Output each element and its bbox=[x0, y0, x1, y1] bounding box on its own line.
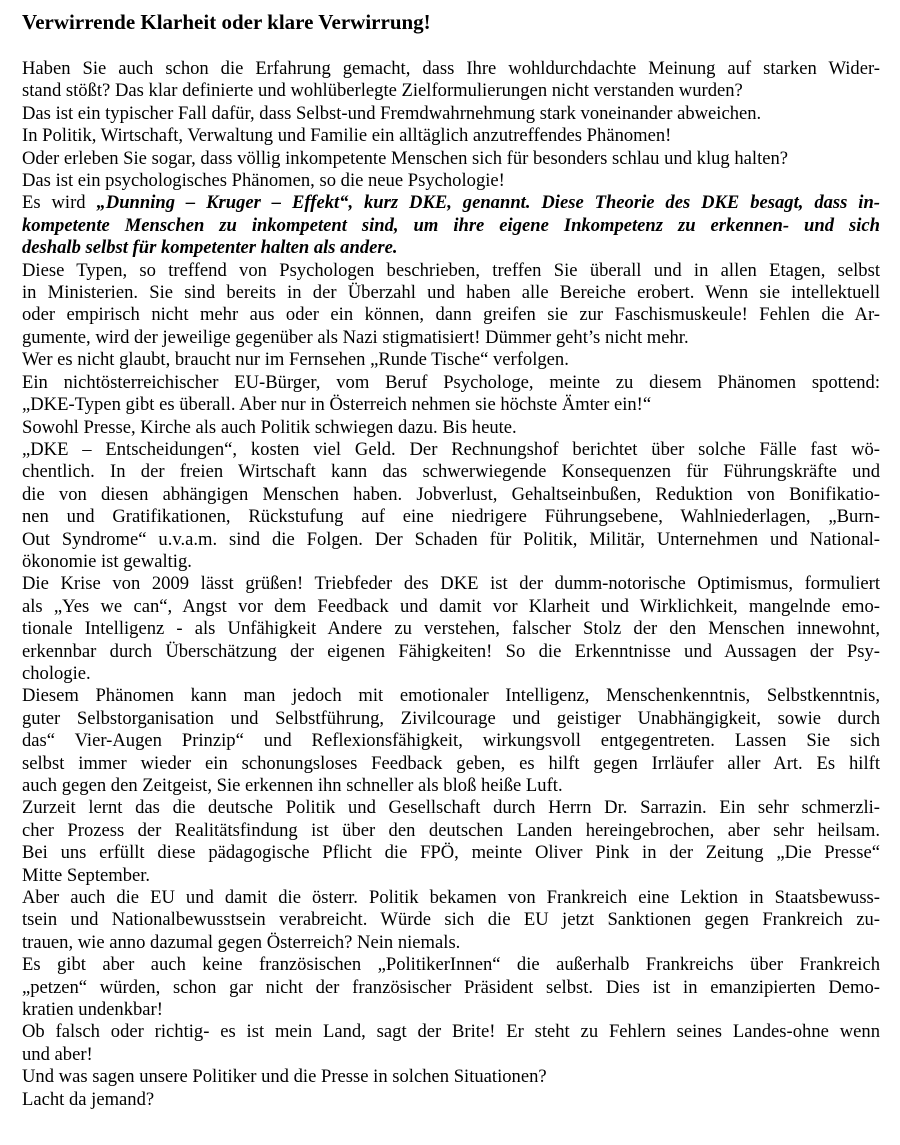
text-line bbox=[22, 484, 880, 506]
text-line bbox=[22, 417, 880, 439]
text-line-content: Die Krise von 2009 lässt grüßen! Triebfeder des DKE ist der dumm-notorische Optimismus, formuliert bbox=[22, 573, 880, 595]
text-line bbox=[22, 977, 880, 999]
text-line-content: Mitte September. bbox=[22, 864, 151, 886]
text-line bbox=[22, 663, 880, 685]
text-line bbox=[22, 573, 880, 595]
text-line-content: Haben Sie auch schon die Erfahrung gemacht, dass Ihre wohldurchdachte Meinung auf starken Wider- bbox=[22, 58, 880, 79]
text-line bbox=[22, 237, 880, 259]
text-line-content: „DKE – Entscheidungen“, kosten viel Geld. Der Rechnungshof berichtet über solche Fälle fast wö- bbox=[22, 438, 880, 460]
text-line-content: Und was sagen unsere Politiker und die Presse in solchen Situationen? bbox=[22, 1066, 547, 1088]
text-line bbox=[22, 909, 880, 931]
text-line bbox=[22, 1089, 880, 1111]
text-line bbox=[22, 1021, 880, 1043]
text-line-content: gumente, wird der jeweilige gegenüber als Nazi stigmatisiert! Dümmer geht’s nicht mehr. bbox=[22, 326, 689, 348]
text-line bbox=[22, 506, 880, 528]
text-line bbox=[22, 596, 880, 618]
text-line-content: „Dunning – Kruger – Effekt“, kurz DKE, genannt. Diese Theorie des DKE besagt, dass in- bbox=[96, 192, 880, 214]
text-line bbox=[22, 551, 880, 573]
text-line bbox=[22, 192, 880, 214]
text-line-content: Ein nichtösterreichischer EU-Bürger, vom Beruf Psychologe, meinte zu diesem Phänomen spottend: bbox=[22, 371, 880, 393]
text-line bbox=[22, 1044, 880, 1066]
text-line bbox=[22, 685, 880, 707]
text-line bbox=[22, 304, 880, 326]
text-line bbox=[22, 842, 880, 864]
text-line-content: Diesem Phänomen kann man jedoch mit emotionaler Intelligenz, Menschenkenntnis, Selbstkenntnis, bbox=[22, 685, 880, 707]
text-line bbox=[22, 932, 880, 954]
text-line bbox=[22, 865, 880, 887]
text-line bbox=[22, 282, 880, 304]
text-line bbox=[22, 775, 880, 797]
text-line-content: tionale Intelligenz - als Unfähigkeit Andere zu verstehen, falscher Stolz der den Menschen innewohnt, bbox=[22, 618, 880, 640]
text-line-content: stand stößt? Das klar definierte und wohlüberlegte Zielformulierungen nicht verstanden wurden? bbox=[22, 80, 743, 102]
text-line-content: Bei uns erfüllt diese pädagogische Pflicht die FPÖ, meinte Oliver Pink in der Zeitung „Die Presse“ bbox=[22, 842, 880, 864]
text-line-content: als „Yes we can“, Angst vor dem Feedback und damit vor Klarheit und Wirklichkeit, mangelnde emo- bbox=[22, 595, 880, 617]
text-line bbox=[22, 260, 880, 282]
text-line-content: Lacht da jemand? bbox=[22, 1088, 155, 1110]
text-line-content: selbst immer wieder ein schonungsloses Feedback geben, es hilft gegen Irrläufer aller Art. Es hilft bbox=[22, 752, 880, 774]
text-line bbox=[22, 461, 880, 483]
text-line bbox=[22, 58, 880, 80]
text-line bbox=[22, 1066, 880, 1088]
page-title: Verwirrende Klarheit oder klare Verwirrung! bbox=[22, 10, 431, 34]
text-line-content: oder empirisch nicht mehr aus oder ein können, dann greifen sie zur Faschismuskeule! Fehlen die Ar- bbox=[22, 304, 880, 326]
text-line-content: nen und Gratifikationen, Rückstufung auf eine niedrigere Führungsebene, Wahlniederlagen, „Burn- bbox=[22, 506, 880, 528]
text-line bbox=[22, 394, 880, 416]
text-line bbox=[22, 148, 880, 170]
text-line-content: In Politik, Wirtschaft, Verwaltung und Familie ein alltäglich anzutreffendes Phänomen! bbox=[22, 125, 672, 147]
text-line bbox=[22, 170, 880, 192]
text-line-content: Zurzeit lernt das die deutsche Politik und Gesellschaft durch Herrn Dr. Sarrazin. Ein sehr schmerzli- bbox=[22, 797, 880, 819]
text-line-content: Ob falsch oder richtig- es ist mein Land, sagt der Brite! Er steht zu Fehlern seines Landes-ohne wenn bbox=[22, 1021, 880, 1043]
text-line-content: trauen, wie anno dazumal gegen Österreich? Nein niemals. bbox=[22, 931, 461, 953]
text-line-content: „DKE-Typen gibt es überall. Aber nur in Österreich nehmen sie höchste Ämter ein!“ bbox=[22, 394, 652, 416]
text-line bbox=[22, 372, 880, 394]
text-line-content: kratien undenkbar! bbox=[22, 999, 163, 1021]
text-line-content: ökonomie ist gewaltig. bbox=[22, 550, 192, 572]
text-line-content: chentlich. In der freien Wirtschaft kann das schwerwiegende Konsequenzen für Führungskräfte und bbox=[22, 461, 880, 483]
text-line bbox=[22, 730, 880, 752]
text-line-content: chologie. bbox=[22, 662, 91, 684]
text-line-content: Out Syndrome“ u.v.a.m. sind die Folgen. Der Schaden für Politik, Militär, Unternehmen und National- bbox=[22, 528, 880, 550]
text-line bbox=[22, 797, 880, 819]
text-line bbox=[22, 349, 880, 371]
text-line-content: cher Prozess der Realitätsfindung ist über den deutschen Landen hereingebrochen, aber sehr heilsam. bbox=[22, 819, 880, 841]
text-line bbox=[22, 753, 880, 775]
text-line bbox=[22, 125, 880, 147]
text-line-content: die von diesen abhängigen Menschen haben. Jobverlust, Gehaltseinbußen, Reduktion von Bonifikatio- bbox=[22, 483, 880, 505]
text-line-content: tsein und Nationalbewusstsein verabreicht. Würde sich die EU jetzt Sanktionen gegen Frankreich zu- bbox=[22, 909, 880, 931]
text-line-content: Das ist ein typischer Fall dafür, dass Selbst-und Fremdwahrnehmung stark voneinander abweichen. bbox=[22, 102, 762, 124]
text-line-content: Diese Typen, so treffend von Psychologen beschrieben, treffen Sie überall und in allen Etagen, selbst bbox=[22, 259, 880, 281]
text-line-content: „petzen“ würden, schon gar nicht der französischer Präsident selbst. Dies ist in emanzipierten Demo- bbox=[22, 976, 880, 998]
text-line-content: auch gegen den Zeitgeist, Sie erkennen ihn schneller als bloß heiße Luft. bbox=[22, 775, 563, 796]
text-line bbox=[22, 820, 880, 842]
text-line-content: Es gibt aber auch keine französischen „PolitikerInnen“ die außerhalb Frankreichs über Frankreich bbox=[22, 954, 880, 976]
text-line-content: in Ministerien. Sie sind bereits in der Überzahl und haben alle Bereiche erobert. Wenn sie intellektuell bbox=[22, 282, 880, 304]
text-line bbox=[22, 327, 880, 349]
text-line bbox=[22, 641, 880, 663]
text-line-content: Oder erleben Sie sogar, dass völlig inkompetente Menschen sich für besonders schlau und klug halten? bbox=[22, 147, 789, 169]
text-line-content: erkennbar durch Überschätzung der eigenen Fähigkeiten! So die Erkenntnisse und Aussagen der Psy- bbox=[22, 640, 880, 662]
body-text bbox=[22, 58, 880, 1111]
text-line-content: Das ist ein psychologisches Phänomen, so die neue Psychologie! bbox=[22, 170, 505, 192]
text-line-content: das“ Vier-Augen Prinzip“ und Reflexionsfähigkeit, wirkungsvoll entgegentreten. Lassen Sie sich bbox=[22, 730, 880, 752]
text-line-content: und aber! bbox=[22, 1043, 93, 1065]
text-line-content: Wer es nicht glaubt, braucht nur im Fernsehen „Runde Tische“ verfolgen. bbox=[22, 349, 569, 371]
text-line bbox=[22, 439, 880, 461]
text-line bbox=[22, 999, 880, 1021]
text-line-content: Sowohl Presse, Kirche als auch Politik schwiegen dazu. Bis heute. bbox=[22, 416, 517, 438]
text-line bbox=[22, 954, 880, 976]
text-line bbox=[22, 215, 880, 237]
text-line bbox=[22, 887, 880, 909]
text-line bbox=[22, 618, 880, 640]
text-line bbox=[22, 529, 880, 551]
text-line-content: guter Selbstorganisation und Selbstführung, Zivilcourage und geistiger Unabhängigkeit, sowie durch bbox=[22, 707, 880, 729]
text-line-content: Aber auch die EU und damit die österr. Politik bekamen von Frankreich eine Lektion in Staatsbewuss- bbox=[22, 887, 880, 909]
text-line bbox=[22, 708, 880, 730]
text-line-prefix: Es wird bbox=[22, 192, 97, 214]
text-line-content: kompetente Menschen zu inkompetent sind, um ihre eigene Inkompetenz zu erkennen- und sich bbox=[22, 214, 880, 236]
text-line-content: deshalb selbst für kompetenter halten als andere. bbox=[22, 237, 398, 259]
text-line bbox=[22, 80, 880, 102]
text-line bbox=[22, 103, 880, 125]
